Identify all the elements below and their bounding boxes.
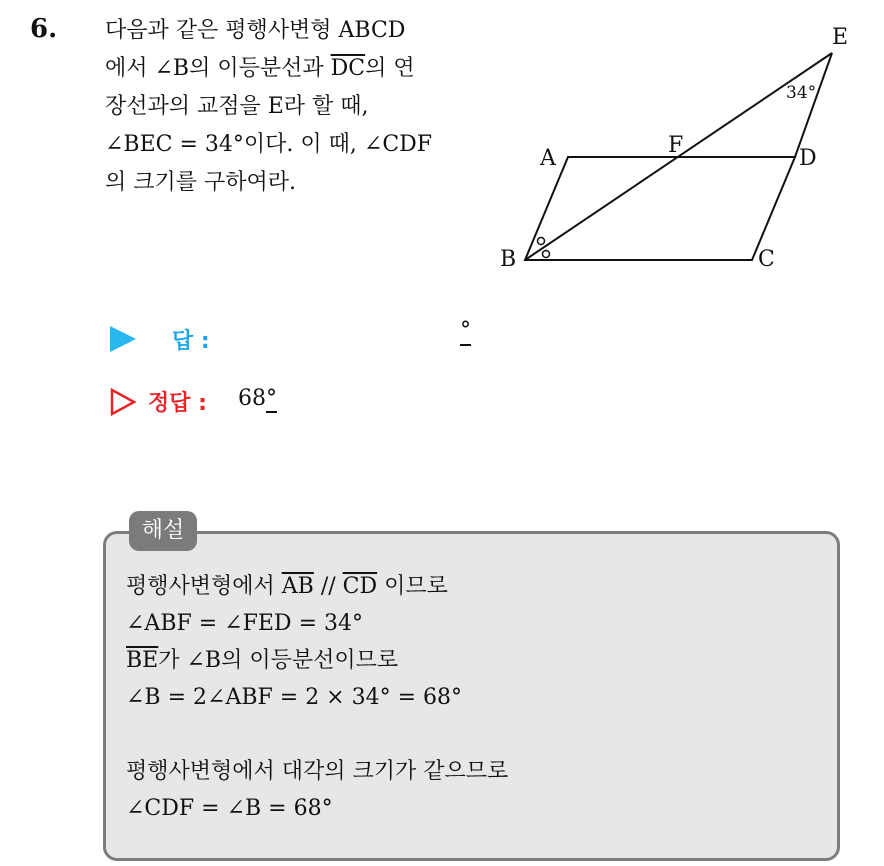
parallelogram-abcd — [525, 157, 795, 260]
correct-answer-number: 68 — [238, 386, 266, 411]
point-b-label: B — [500, 247, 517, 272]
play-icon — [110, 326, 136, 352]
question-line-4: ∠BEC = 34°이다. 이 때, ∠CDF — [105, 132, 433, 157]
question-line-2-a: 에서 ∠B의 이등분선과 — [105, 56, 331, 81]
solution-line-4: ∠B = 2∠ABF = 2 × 34° = 68° — [126, 685, 463, 710]
solution-line-5: 평행사변형에서 대각의 크기가 같으므로 — [126, 759, 509, 784]
point-a-label: A — [540, 146, 556, 171]
solution-line-1-a: 평행사변형에서 — [126, 574, 282, 599]
question-line-3: 장선과의 교점을 E라 할 때, — [105, 94, 369, 119]
angle-mark-lower — [543, 251, 550, 258]
parallel-symbol: // — [313, 574, 343, 599]
solution-line-3 — [126, 642, 826, 679]
parallelogram-figure — [490, 20, 870, 280]
solution-title: 해설 — [129, 511, 197, 551]
angle-e-label: 34° — [786, 83, 817, 103]
segment-cd: $\overline{CD}$ — [342, 574, 378, 599]
point-e-label: E — [832, 25, 849, 50]
solution-line-3-b: 가 ∠B의 이등분선이므로 — [158, 648, 399, 673]
question-number: 6. — [30, 14, 58, 44]
question-line-2 — [105, 50, 485, 88]
segment-ab: $\overline{AB}$ — [281, 574, 314, 599]
correct-answer-label: 정답 : — [148, 391, 207, 416]
question-line-1: 다음과 같은 평행사변형 ABCD — [105, 18, 406, 43]
solution-line-1 — [126, 568, 826, 605]
answer-row — [110, 318, 490, 358]
solution-text — [126, 568, 826, 827]
question-line-2-b: 의 연 — [365, 56, 415, 81]
correct-answer-unit: ° — [266, 386, 277, 411]
segment-dc: $\overline{DC}$ — [330, 56, 366, 81]
point-f-label: F — [668, 133, 684, 158]
correct-answer-row — [110, 384, 410, 424]
solution-line-6: ∠CDF = ∠B = 68° — [126, 796, 333, 821]
solution-line-1-b: 이므로 — [377, 574, 448, 599]
segment-be: $\overline{BE}$ — [126, 648, 159, 673]
point-d-label: D — [799, 146, 817, 171]
question-text — [105, 12, 485, 202]
question-line-5: 의 크기를 구하여라. — [105, 170, 296, 195]
point-c-label: C — [758, 247, 775, 272]
solution-line-2: ∠ABF = ∠FED = 34° — [126, 611, 363, 636]
line-de — [795, 53, 832, 157]
answer-label: 답 : — [172, 329, 210, 354]
angle-mark-upper — [538, 238, 545, 245]
outline-play-icon — [110, 388, 136, 416]
answer-blank[interactable]: ° — [460, 318, 471, 346]
correct-answer-value — [238, 386, 277, 411]
